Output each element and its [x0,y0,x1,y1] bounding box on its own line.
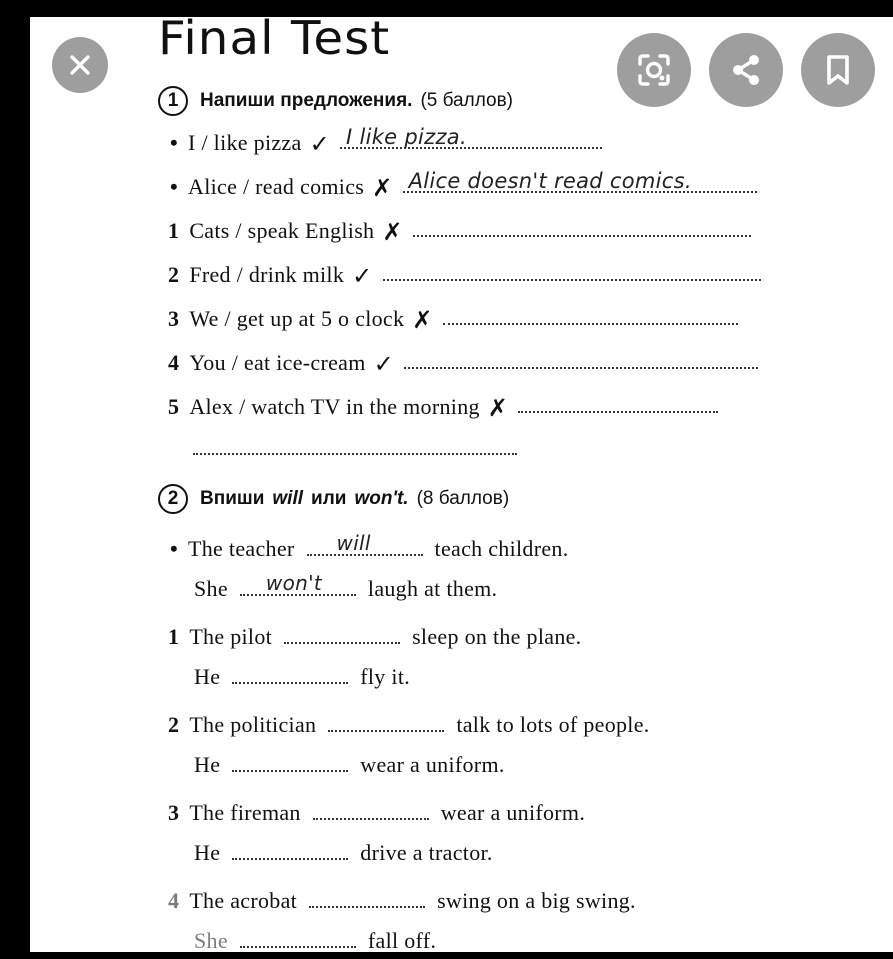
answer-line [413,235,751,237]
share-button[interactable] [709,33,783,107]
answer-line [443,323,738,325]
list-item: 2 Fred / drink milk ✓ [168,262,761,288]
section-2-word-wont: won't. [354,488,409,509]
list-item: He drive a tractor. [194,840,493,865]
list-item: She won't laugh at them. [194,571,498,601]
answer-blank [240,946,356,948]
answer-line-continued [193,453,517,455]
section-2-points: (8 баллов) [416,488,510,509]
bookmark-button[interactable] [801,33,875,107]
cross-mark-icon: ✗ [487,394,509,422]
list-item: 5 Alex / watch TV in the morning ✗ [168,394,718,420]
answer-blank [328,730,444,732]
answer-line [383,279,761,281]
answer-blank [232,682,348,684]
handwritten-answer: I like pizza. [345,125,467,149]
worksheet-page [30,17,893,952]
answer-blank [240,571,356,596]
lens-icon [636,52,672,88]
handwritten-answer: will [336,531,371,555]
answer-blank [284,642,400,644]
list-item: 4 You / eat ice-cream ✓ [168,350,758,376]
close-icon [68,53,92,77]
check-mark-icon: ✓ [373,350,395,378]
answer-line [404,367,758,369]
list-item: • The teacher will teach children. [170,531,569,561]
answer-line [518,411,718,413]
section-1-number: 1 [158,86,188,116]
list-item: 3 We / get up at 5 o clock ✗ [168,306,738,332]
list-item: She fall off. [194,928,437,952]
section-2-number: 2 [158,484,188,514]
list-item: 1 The pilot sleep on the plane. [168,624,582,649]
section-1-points: (5 баллов) [420,90,513,111]
answer-blank [232,858,348,860]
list-item: 1 Cats / speak English ✗ [168,218,751,244]
list-item: He wear a uniform. [194,752,505,777]
bookmark-icon [823,53,853,87]
check-mark-icon: ✓ [309,130,330,158]
section-2-heading [158,484,509,514]
handwritten-answer: won't [265,571,323,595]
cross-mark-icon: ✗ [372,174,393,202]
answer-blank [232,770,348,772]
list-item: He fly it. [194,664,411,689]
handwritten-answer: Alice doesn't read comics. [408,169,692,193]
cross-mark-icon: ✗ [412,306,433,334]
list-item: • Alice / read comics ✗ Alice doesn't read comics. [170,174,757,200]
share-icon [728,52,764,88]
page-title: Final Test [158,17,391,65]
list-item: 3 The fireman wear a uniform. [168,800,586,825]
section-1-heading [158,86,513,116]
answer-blank [313,818,429,820]
answer-blank [309,906,425,908]
section-2-word-or: или [311,488,347,509]
answer-blank [307,531,423,556]
section-2-title: Впиши [200,488,265,509]
section-2-word-will: will [272,488,304,509]
close-button[interactable] [52,37,108,93]
list-item: 4 The acrobat swing on a big swing. [168,888,636,913]
list-item: 2 The politician talk to lots of people. [168,712,650,737]
answer-line [403,169,757,193]
cross-mark-icon: ✗ [382,218,403,246]
section-1-title: Напиши предложения. [200,90,413,111]
lens-button[interactable] [617,33,691,107]
answer-line [340,125,602,149]
list-item: • I / like pizza ✓ I like pizza. [170,130,602,156]
check-mark-icon: ✓ [352,262,373,290]
